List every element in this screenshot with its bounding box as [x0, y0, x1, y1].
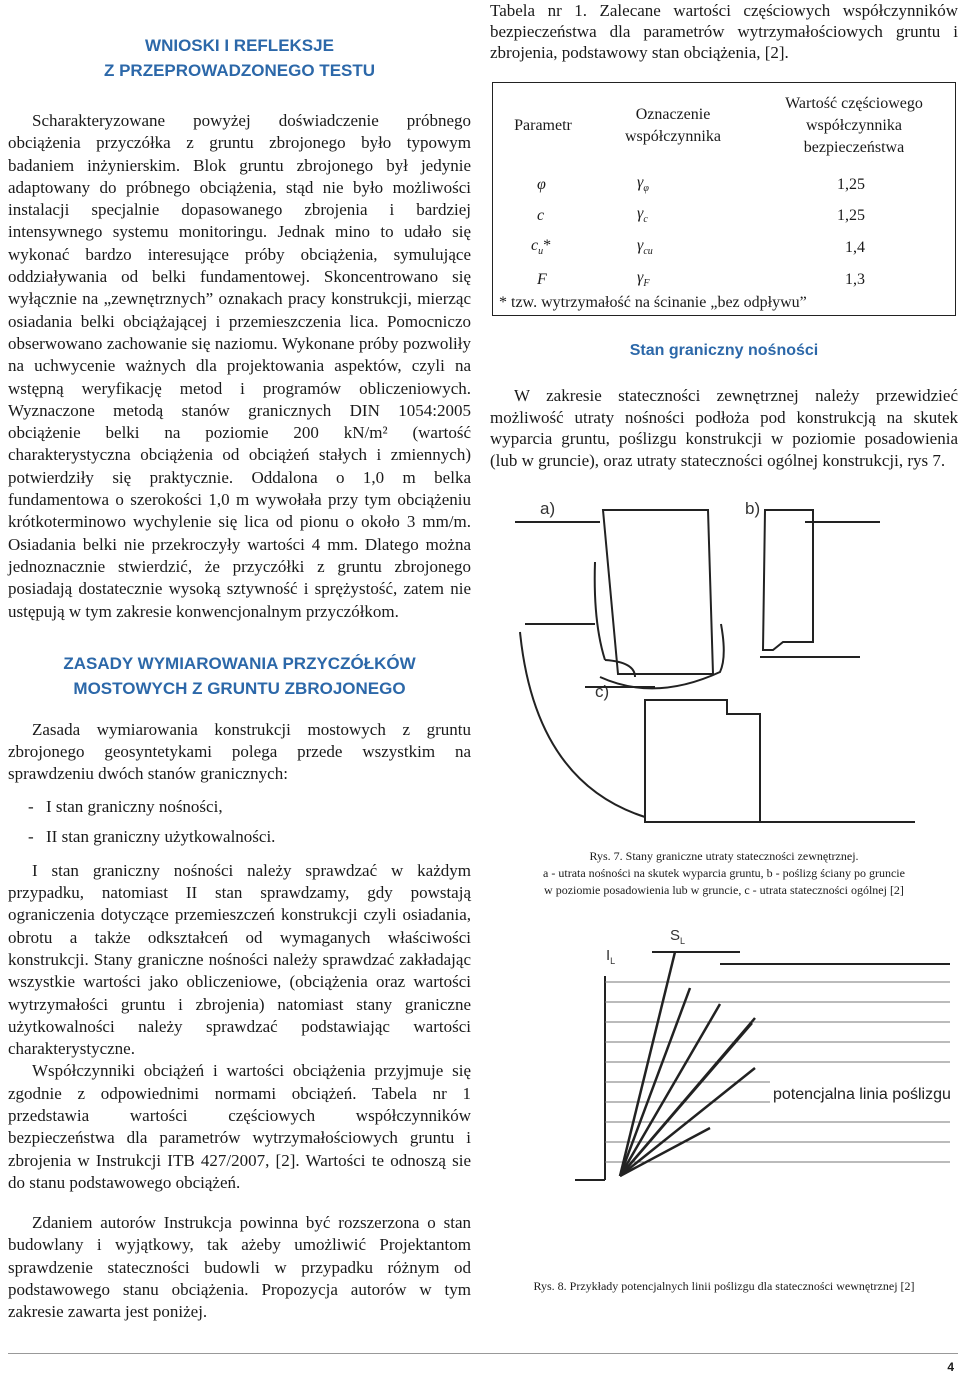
- figure-8: [520, 918, 950, 1273]
- figure-7-drawing: [495, 492, 955, 842]
- paragraph-authors-proposal: Zdaniem autorów Instrukcja powinna być rozszerzona o stan budowlany i wyjątkowy, tak ażeby umożliwić Projektantom sprawdzenie stateczności budowli w przypadku różnym od podstawowego stanu obciążenia. Propozycja autorów w tym zakresie zawarta jest poniżej.: [8, 1213, 471, 1322]
- param-symbol: c: [531, 237, 539, 255]
- param-cell: [493, 264, 593, 295]
- heading-line: Z PRZEPROWADZONEGO TESTU: [103, 61, 376, 80]
- caption-line: Rys. 8. Przykłady potencjalnych linii poślizgu dla stateczności wewnętrznej [2]: [533, 1279, 915, 1293]
- figure-label-c: c): [595, 682, 610, 701]
- gamma-symbol: γ: [637, 269, 644, 287]
- list-item: [8, 822, 471, 852]
- factor-cell: [593, 264, 753, 295]
- table-caption: Tabela nr 1. Zalecane wartości częściowych współczynników bezpieczeństwa dla parametrów wytrzymałościowych gruntu i zbrojenia, podstawowy stan obciążenia, [2].: [490, 1, 958, 62]
- value-cell: 1,25: [837, 206, 865, 224]
- paragraph-limit-states: I stan graniczny nośności należy sprawdzać w każdym przypadku, natomiast II stan sprawdzamy, gdy powstają ograniczenia dotyczące przemieszczeń konstrukcji czyli osiadania, obrotu a także odkształceń od wymaganych właściwości konstrukcji. Stany graniczne nośności należy sprawdzać zakładając wszystkie wartości jako obliczeniowe, (obciążenia oraz wartości wytrzymałości gruntu i zbrojenia) natomiast stany graniczne użytkowalności należy sprawdzać podstawiając wartości charakterystyczne.: [8, 860, 471, 1059]
- table: [493, 83, 955, 295]
- caption-line: w poziomie posadowienia lub w gruncie, c - utrata stateczności ogólnej [2]: [544, 883, 904, 897]
- list-item-text: I stan graniczny nośności,: [46, 796, 223, 816]
- slip-line-label: potencjalna linia poślizgu: [773, 1086, 950, 1103]
- list-item-text: II stan graniczny użytkowalności.: [46, 826, 276, 846]
- table-row: [493, 264, 955, 295]
- param-asterisk: *: [543, 237, 552, 255]
- table-row: [493, 231, 955, 264]
- table-row: [493, 200, 955, 231]
- page-number: 4: [947, 1360, 954, 1374]
- gamma-subscript: F: [643, 278, 650, 290]
- heading-line: ZASADY WYMIAROWANIA PRZYCZÓŁKÓW: [63, 653, 416, 673]
- failure-curve-a: [600, 624, 724, 688]
- ultimate-state-block: [490, 338, 958, 471]
- heading-line: MOSTOWYCH Z GRUNTU ZBROJONEGO: [73, 678, 406, 698]
- label-il: $I_L$: [606, 947, 616, 966]
- table-footnote: * tzw. wytrzymałość na ścinanie „bez odpływu”: [499, 294, 807, 311]
- wall-block-a: [603, 510, 713, 674]
- wall-block-b: [763, 510, 813, 650]
- factor-cell: [593, 200, 753, 231]
- header-symbol: Oznaczenie współczynnika: [625, 106, 721, 145]
- partial-factors-table: [492, 82, 956, 316]
- param-subscript: u: [538, 246, 544, 258]
- factor-cell: [593, 231, 753, 264]
- limit-states-list: [8, 792, 471, 852]
- left-column: [8, 18, 471, 1324]
- header-parameter: Parametr: [514, 117, 572, 134]
- param-cell: [493, 169, 593, 200]
- wall-block-c: [645, 700, 760, 822]
- figure-label-a: a): [540, 499, 556, 518]
- gamma-symbol: γ: [637, 174, 644, 192]
- paragraph-conclusions: Scharakteryzowane powyżej doświadczenie próbnego obciążenia przyczółka z gruntu zbrojonego było typowym badaniem inżynierskim. Blok gruntu zbrojonego był jedynie adaptowany do próbnego obciążenia, stąd nie było możliwości instalacji specjalnie dopasowanego zbrojenia i bardziej intensywnego systemu monitoringu. Jednak mino to udało się wykonać bardzo interesujące próby obciążenia, symulujące oddziaływania od belki fundamentowej. Skoncentrowano się wyłącznie na „zewnętrznych” oznakach pracy konstrukcji, mierząc osiadania belki obciążającej i przemieszczenia lica. Pomocniczo obserwowano zachowanie się naziomu. Wykonane próby pozwoliły na uchwycenie ważnych dla projektowania aspektów, czyli na wstępną weryfikację metod i programów obliczeniowych. Wyznaczone metodą stanów granicznych DIN 1054:2005 obciążenie belki na poziomie 200 kN/m² (wartość charakterystyczna obciążenia od obciążeń stałych i zmiennych) potwierdziły się praktycznie. Oddalona o 1,0 m belka fundamentowa o szerokości 1,0 m wywołała przy tym obciążeniu krótkoterminowo wychylenie się lica od pionu o około 3 mm/m. Osiadania belki nie przekroczyły wartości 4 mm. Dlatego można jednoznacznie stwierdzić, że przyczółki z gruntu zbrojonego posiadają dostatecznie wysoką sztywność i sprężystość, zatem nie ustępują w tym zakresie konwencjonalnym przyczółkom.: [8, 111, 471, 621]
- param-symbol: F: [537, 270, 547, 288]
- footer-rule: [8, 1353, 958, 1354]
- param-symbol: c: [537, 206, 545, 224]
- factor-cell: [593, 169, 753, 200]
- table-row: [493, 169, 955, 200]
- value-cell: 1,3: [845, 270, 865, 288]
- figure-7: [495, 492, 955, 842]
- list-dash: -: [28, 826, 34, 846]
- figure-8-caption: [492, 1278, 956, 1295]
- header-value: Wartość częściowego współczynnika bezpieczeństwa: [785, 95, 923, 156]
- table-header-row: [493, 83, 955, 169]
- gamma-symbol: γ: [637, 205, 644, 223]
- table-caption-block: [490, 0, 958, 63]
- gamma-subscript: c: [643, 214, 648, 226]
- figure-label-b: b): [745, 499, 761, 518]
- param-cell: [493, 231, 593, 264]
- list-item: [8, 792, 471, 822]
- figure-8-drawing: [520, 918, 950, 1273]
- slip-circle-c: [520, 632, 645, 817]
- caption-line: a - utrata nośności na skutek wyparcia gruntu, b - poślizg ściany po gruncie: [543, 866, 905, 880]
- section-heading-conclusions: [8, 33, 471, 83]
- paragraph-design-intro: Zasada wymiarowania konstrukcji mostowych z gruntu zbrojonego geosyntetykami polega przede wszystkim na sprawdzeniu dwóch stanów granicznych:: [8, 719, 471, 784]
- ground-edge-a: [595, 562, 605, 660]
- gamma-symbol: γ: [637, 237, 644, 255]
- gamma-subscript: φ: [643, 183, 649, 195]
- label-sl: $S_L$: [670, 927, 686, 946]
- gamma-subscript: cu: [643, 246, 653, 258]
- value-cell: 1,25: [837, 175, 865, 193]
- paragraph-ultimate-state: W zakresie stateczności zewnętrznej należy przewidzieć możliwość utraty nośności podłoża pod konstrukcją na skutek wyparcia gruntu, poślizgu konstrukcji w poziomie posadowienia (lub w gruncie), oraz utraty stateczności ogólnej konstrukcji, rys 7.: [490, 386, 958, 470]
- paragraph-coefficients: Współczynniki obciążeń i wartości obciążenia przyjmuje się zgodnie z odpowiednimi normami obciążeń. Tabela nr 1 przedstawia wartości częściowych współczynników bezpieczeństwa dla parametrów wytrzymałościowych gruntu i zbrojenia w Instrukcji ITB 427/2007, [2]. Wartości te odnoszą sie do stanu podstawowego obciążeń.: [8, 1061, 471, 1192]
- list-dash: -: [28, 796, 34, 816]
- caption-line: Rys. 7. Stany graniczne utraty stateczności zewnętrznej.: [589, 849, 859, 863]
- param-cell: [493, 200, 593, 231]
- section-heading-design-rules: [8, 651, 471, 701]
- value-cell: 1,4: [845, 238, 865, 256]
- heading-line: WNIOSKI I REFLEKSJE: [145, 36, 334, 55]
- section-heading-ultimate-state: Stan graniczny nośności: [629, 342, 819, 359]
- figure-7-caption: [492, 848, 956, 899]
- param-symbol: φ: [537, 175, 546, 193]
